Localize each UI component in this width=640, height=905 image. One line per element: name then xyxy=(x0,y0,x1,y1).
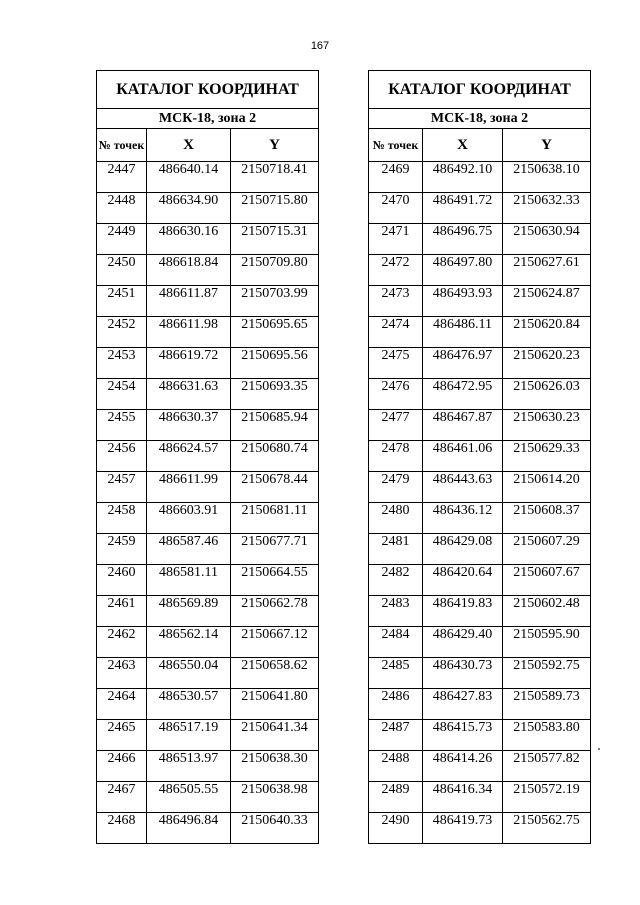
point-number-cell: 2472 xyxy=(369,255,423,286)
column-header-point-number: № точек xyxy=(97,129,147,162)
point-number-cell: 2487 xyxy=(369,720,423,751)
y-coordinate-cell: 2150608.37 xyxy=(503,503,591,534)
coordinate-catalog-left xyxy=(96,70,319,844)
table-row xyxy=(97,348,319,379)
x-coordinate-cell: 486581.11 xyxy=(147,565,231,596)
x-coordinate-cell: 486415.73 xyxy=(423,720,503,751)
x-coordinate-cell: 486472.95 xyxy=(423,379,503,410)
y-coordinate-cell: 2150638.98 xyxy=(231,782,319,813)
table-row xyxy=(369,348,591,379)
y-coordinate-cell: 2150715.31 xyxy=(231,224,319,255)
x-coordinate-cell: 486419.83 xyxy=(423,596,503,627)
point-number-cell: 2471 xyxy=(369,224,423,255)
point-number-cell: 2483 xyxy=(369,596,423,627)
y-coordinate-cell: 2150695.56 xyxy=(231,348,319,379)
table-row xyxy=(97,255,319,286)
table-row xyxy=(97,658,319,689)
table-row xyxy=(369,162,591,193)
table-row xyxy=(369,379,591,410)
point-number-cell: 2458 xyxy=(97,503,147,534)
x-coordinate-cell: 486436.12 xyxy=(423,503,503,534)
table-row xyxy=(369,503,591,534)
y-coordinate-cell: 2150607.29 xyxy=(503,534,591,565)
point-number-cell: 2465 xyxy=(97,720,147,751)
y-coordinate-cell: 2150620.23 xyxy=(503,348,591,379)
table-row xyxy=(97,379,319,410)
point-number-cell: 2488 xyxy=(369,751,423,782)
x-coordinate-cell: 486430.73 xyxy=(423,658,503,689)
point-number-cell: 2484 xyxy=(369,627,423,658)
x-coordinate-cell: 486414.26 xyxy=(423,751,503,782)
column-header-y: Y xyxy=(231,129,319,162)
y-coordinate-cell: 2150693.35 xyxy=(231,379,319,410)
y-coordinate-cell: 2150641.80 xyxy=(231,689,319,720)
point-number-cell: 2464 xyxy=(97,689,147,720)
column-header-point-number: № точек xyxy=(369,129,423,162)
catalog-subtitle: МСК-18, зона 2 xyxy=(97,109,319,129)
table-row xyxy=(369,689,591,720)
y-coordinate-cell: 2150662.78 xyxy=(231,596,319,627)
y-coordinate-cell: 2150709.80 xyxy=(231,255,319,286)
y-coordinate-cell: 2150627.61 xyxy=(503,255,591,286)
y-coordinate-cell: 2150664.55 xyxy=(231,565,319,596)
table-row xyxy=(369,193,591,224)
table-row xyxy=(369,224,591,255)
x-coordinate-cell: 486420.64 xyxy=(423,565,503,596)
y-coordinate-cell: 2150678.44 xyxy=(231,472,319,503)
point-number-cell: 2474 xyxy=(369,317,423,348)
x-coordinate-cell: 486419.73 xyxy=(423,813,503,844)
x-coordinate-cell: 486630.37 xyxy=(147,410,231,441)
point-number-cell: 2459 xyxy=(97,534,147,565)
table-row xyxy=(97,503,319,534)
x-coordinate-cell: 486618.84 xyxy=(147,255,231,286)
table-row xyxy=(369,720,591,751)
x-coordinate-cell: 486427.83 xyxy=(423,689,503,720)
table-row xyxy=(97,162,319,193)
x-coordinate-cell: 486630.16 xyxy=(147,224,231,255)
x-coordinate-cell: 486530.57 xyxy=(147,689,231,720)
column-header-x: X xyxy=(147,129,231,162)
column-header-x: X xyxy=(423,129,503,162)
x-coordinate-cell: 486429.08 xyxy=(423,534,503,565)
y-coordinate-cell: 2150703.99 xyxy=(231,286,319,317)
table-row xyxy=(369,596,591,627)
x-coordinate-cell: 486416.34 xyxy=(423,782,503,813)
table-row xyxy=(97,224,319,255)
point-number-cell: 2460 xyxy=(97,565,147,596)
stray-mark xyxy=(598,748,600,750)
table-row xyxy=(369,410,591,441)
x-coordinate-cell: 486517.19 xyxy=(147,720,231,751)
x-coordinate-cell: 486505.55 xyxy=(147,782,231,813)
table-row xyxy=(97,813,319,844)
table-row xyxy=(369,813,591,844)
table-row xyxy=(97,720,319,751)
point-number-cell: 2490 xyxy=(369,813,423,844)
table-row xyxy=(369,782,591,813)
point-number-cell: 2451 xyxy=(97,286,147,317)
table-row xyxy=(97,193,319,224)
y-coordinate-cell: 2150562.75 xyxy=(503,813,591,844)
point-number-cell: 2470 xyxy=(369,193,423,224)
y-coordinate-cell: 2150626.03 xyxy=(503,379,591,410)
point-number-cell: 2476 xyxy=(369,379,423,410)
table-row xyxy=(97,441,319,472)
table-row xyxy=(369,658,591,689)
table-row xyxy=(97,596,319,627)
x-coordinate-cell: 486513.97 xyxy=(147,751,231,782)
point-number-cell: 2481 xyxy=(369,534,423,565)
y-coordinate-cell: 2150629.33 xyxy=(503,441,591,472)
y-coordinate-cell: 2150630.23 xyxy=(503,410,591,441)
point-number-cell: 2466 xyxy=(97,751,147,782)
y-coordinate-cell: 2150602.48 xyxy=(503,596,591,627)
table-row xyxy=(97,782,319,813)
table-row xyxy=(97,472,319,503)
table-row xyxy=(369,565,591,596)
x-coordinate-cell: 486496.75 xyxy=(423,224,503,255)
point-number-cell: 2482 xyxy=(369,565,423,596)
point-number-cell: 2485 xyxy=(369,658,423,689)
x-coordinate-cell: 486493.93 xyxy=(423,286,503,317)
y-coordinate-cell: 2150638.30 xyxy=(231,751,319,782)
catalog-title: КАТАЛОГ КООРДИНАТ xyxy=(97,71,319,109)
point-number-cell: 2447 xyxy=(97,162,147,193)
point-number-cell: 2457 xyxy=(97,472,147,503)
y-coordinate-cell: 2150620.84 xyxy=(503,317,591,348)
x-coordinate-cell: 486611.99 xyxy=(147,472,231,503)
y-coordinate-cell: 2150718.41 xyxy=(231,162,319,193)
point-number-cell: 2480 xyxy=(369,503,423,534)
point-number-cell: 2463 xyxy=(97,658,147,689)
catalog-body xyxy=(369,162,591,844)
point-number-cell: 2461 xyxy=(97,596,147,627)
table-row xyxy=(97,689,319,720)
y-coordinate-cell: 2150667.12 xyxy=(231,627,319,658)
y-coordinate-cell: 2150577.82 xyxy=(503,751,591,782)
y-coordinate-cell: 2150589.73 xyxy=(503,689,591,720)
table-row xyxy=(369,255,591,286)
point-number-cell: 2467 xyxy=(97,782,147,813)
x-coordinate-cell: 486631.63 xyxy=(147,379,231,410)
point-number-cell: 2477 xyxy=(369,410,423,441)
catalog-subtitle: МСК-18, зона 2 xyxy=(369,109,591,129)
x-coordinate-cell: 486492.10 xyxy=(423,162,503,193)
catalog-body xyxy=(97,162,319,844)
y-coordinate-cell: 2150658.62 xyxy=(231,658,319,689)
point-number-cell: 2489 xyxy=(369,782,423,813)
coordinate-catalog-right xyxy=(368,70,591,844)
x-coordinate-cell: 486491.72 xyxy=(423,193,503,224)
y-coordinate-cell: 2150685.94 xyxy=(231,410,319,441)
point-number-cell: 2452 xyxy=(97,317,147,348)
x-coordinate-cell: 486562.14 xyxy=(147,627,231,658)
table-row xyxy=(369,472,591,503)
x-coordinate-cell: 486569.89 xyxy=(147,596,231,627)
table-row xyxy=(97,317,319,348)
y-coordinate-cell: 2150632.33 xyxy=(503,193,591,224)
x-coordinate-cell: 486550.04 xyxy=(147,658,231,689)
catalog-title: КАТАЛОГ КООРДИНАТ xyxy=(369,71,591,109)
point-number-cell: 2469 xyxy=(369,162,423,193)
x-coordinate-cell: 486497.80 xyxy=(423,255,503,286)
y-coordinate-cell: 2150695.65 xyxy=(231,317,319,348)
point-number-cell: 2449 xyxy=(97,224,147,255)
table-row xyxy=(369,751,591,782)
x-coordinate-cell: 486496.84 xyxy=(147,813,231,844)
table-row xyxy=(369,627,591,658)
x-coordinate-cell: 486461.06 xyxy=(423,441,503,472)
point-number-cell: 2468 xyxy=(97,813,147,844)
y-coordinate-cell: 2150640.33 xyxy=(231,813,319,844)
table-row xyxy=(369,441,591,472)
y-coordinate-cell: 2150614.20 xyxy=(503,472,591,503)
y-coordinate-cell: 2150583.80 xyxy=(503,720,591,751)
table-row xyxy=(97,410,319,441)
point-number-cell: 2456 xyxy=(97,441,147,472)
y-coordinate-cell: 2150680.74 xyxy=(231,441,319,472)
y-coordinate-cell: 2150624.87 xyxy=(503,286,591,317)
x-coordinate-cell: 486476.97 xyxy=(423,348,503,379)
point-number-cell: 2473 xyxy=(369,286,423,317)
page-number: 167 xyxy=(310,40,330,52)
y-coordinate-cell: 2150641.34 xyxy=(231,720,319,751)
x-coordinate-cell: 486429.40 xyxy=(423,627,503,658)
table-row xyxy=(369,286,591,317)
x-coordinate-cell: 486467.87 xyxy=(423,410,503,441)
y-coordinate-cell: 2150630.94 xyxy=(503,224,591,255)
x-coordinate-cell: 486486.11 xyxy=(423,317,503,348)
x-coordinate-cell: 486640.14 xyxy=(147,162,231,193)
x-coordinate-cell: 486611.98 xyxy=(147,317,231,348)
table-row xyxy=(97,534,319,565)
y-coordinate-cell: 2150572.19 xyxy=(503,782,591,813)
table-row xyxy=(97,627,319,658)
x-coordinate-cell: 486443.63 xyxy=(423,472,503,503)
table-row xyxy=(97,751,319,782)
point-number-cell: 2462 xyxy=(97,627,147,658)
y-coordinate-cell: 2150592.75 xyxy=(503,658,591,689)
point-number-cell: 2455 xyxy=(97,410,147,441)
point-number-cell: 2486 xyxy=(369,689,423,720)
y-coordinate-cell: 2150638.10 xyxy=(503,162,591,193)
point-number-cell: 2478 xyxy=(369,441,423,472)
x-coordinate-cell: 486587.46 xyxy=(147,534,231,565)
x-coordinate-cell: 486634.90 xyxy=(147,193,231,224)
x-coordinate-cell: 486611.87 xyxy=(147,286,231,317)
table-row xyxy=(97,565,319,596)
point-number-cell: 2479 xyxy=(369,472,423,503)
y-coordinate-cell: 2150607.67 xyxy=(503,565,591,596)
x-coordinate-cell: 486603.91 xyxy=(147,503,231,534)
table-row xyxy=(369,534,591,565)
point-number-cell: 2454 xyxy=(97,379,147,410)
y-coordinate-cell: 2150595.90 xyxy=(503,627,591,658)
y-coordinate-cell: 2150715.80 xyxy=(231,193,319,224)
table-row xyxy=(97,286,319,317)
table-row xyxy=(369,317,591,348)
y-coordinate-cell: 2150677.71 xyxy=(231,534,319,565)
x-coordinate-cell: 486619.72 xyxy=(147,348,231,379)
y-coordinate-cell: 2150681.11 xyxy=(231,503,319,534)
point-number-cell: 2450 xyxy=(97,255,147,286)
column-header-y: Y xyxy=(503,129,591,162)
point-number-cell: 2453 xyxy=(97,348,147,379)
point-number-cell: 2475 xyxy=(369,348,423,379)
x-coordinate-cell: 486624.57 xyxy=(147,441,231,472)
point-number-cell: 2448 xyxy=(97,193,147,224)
